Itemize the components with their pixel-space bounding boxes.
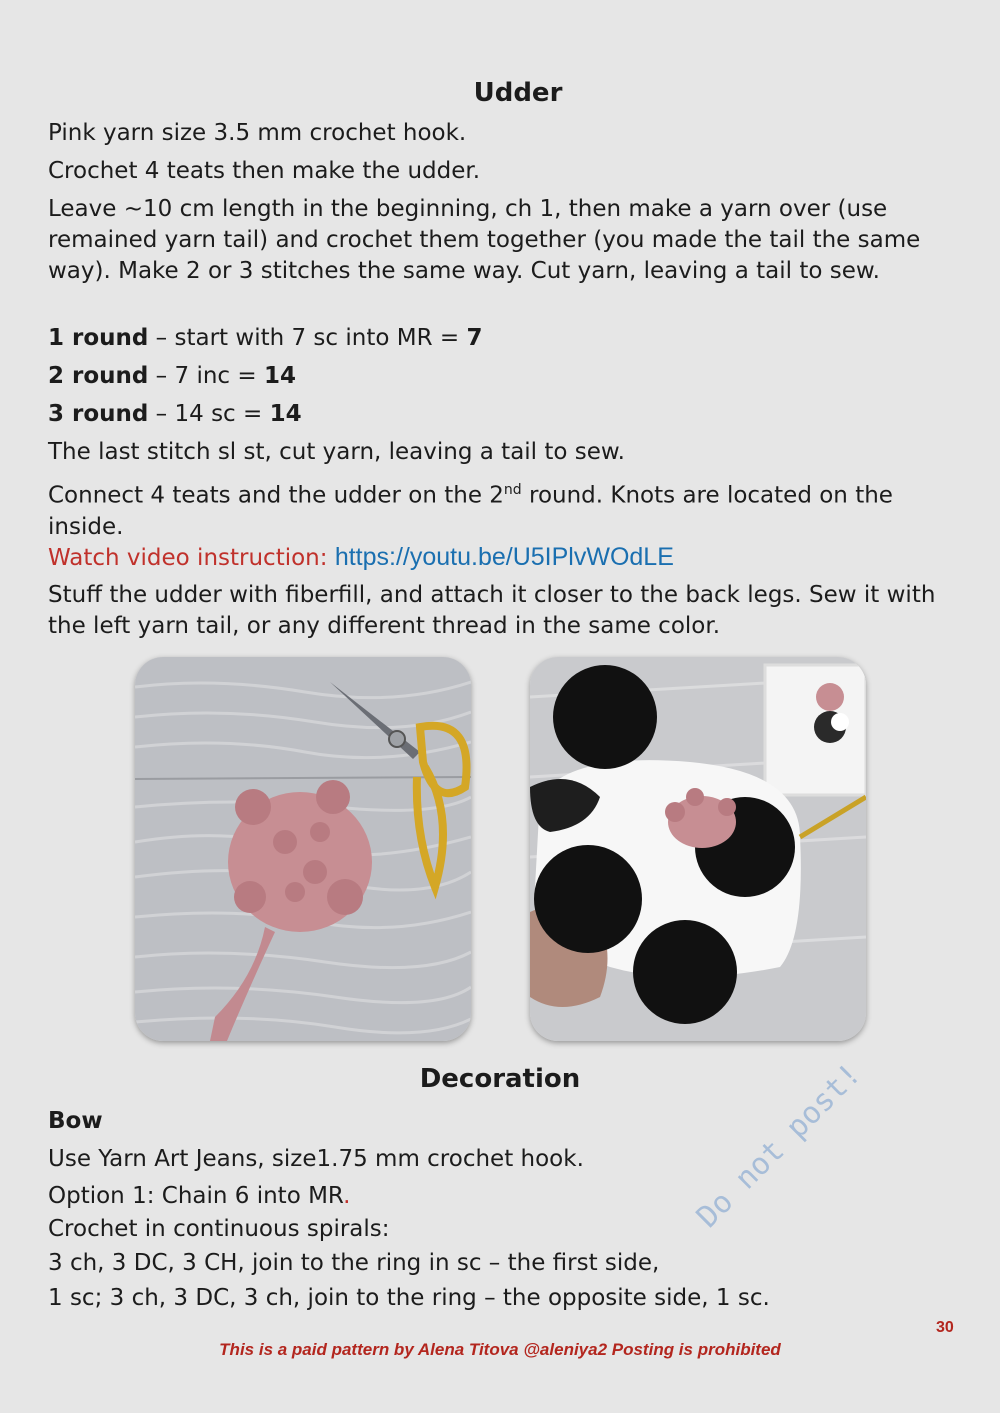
bow-line-opposite-side: 1 sc; 3 ch, 3 DC, 3 ch, join to the ring – the opposite side, 1 sc. [48, 1285, 770, 1311]
bow-line-spirals: Crochet in continuous spirals: [48, 1216, 390, 1242]
video-link[interactable]: https://youtu.be/U5IPlvWOdLE [334, 543, 674, 571]
round-3-label: 3 round [48, 401, 149, 427]
connect-text-a: Connect 4 teats and the udder on the 2 [48, 482, 504, 509]
udder-line-start: Leave ~10 cm length in the beginning, ch 1, then make a yarn over (use remained yarn tail) and crochet them together (you made the tail the same way). Make 2 or 3 stitches the same way. Cut yarn, leaving a tail to sew. [48, 196, 921, 284]
round-1 [48, 323, 948, 354]
udder-line-connect [48, 475, 948, 543]
bow-line-first-side: 3 ch, 3 DC, 3 CH, join to the ring in sc – the first side, [48, 1250, 660, 1276]
udder-line-stuff: Stuff the udder with fiberfill, and attach it closer to the back legs. Sew it with the left yarn tail, or any different thread in the same color. [48, 582, 936, 639]
udder-line-last-stitch: The last stitch sl st, cut yarn, leaving a tail to sew. [48, 439, 625, 465]
udder-line-yarn: Pink yarn size 3.5 mm crochet hook. [48, 120, 467, 146]
page-number: 30 [936, 1319, 954, 1336]
round-2-label: 2 round [48, 363, 149, 389]
bow-option-dot: . [343, 1183, 351, 1209]
decoration-title: Decoration [419, 1064, 581, 1094]
bow-title: Bow [48, 1108, 103, 1134]
round-1-text: – start with 7 sc into MR = [148, 325, 467, 351]
round-1-total: 7 [466, 325, 483, 351]
bow-line-option [48, 1181, 948, 1212]
round-2 [48, 361, 948, 392]
round-2-total: 14 [263, 363, 296, 389]
photo-cow-udder [530, 657, 866, 1041]
photo-udder-scissors [135, 657, 471, 1041]
round-3 [48, 399, 948, 430]
connect-sup: nd [503, 482, 522, 498]
udder-line-teats: Crochet 4 teats then make the udder. [48, 158, 481, 184]
video-label: Watch video instruction: [48, 545, 335, 571]
round-3-text: – 14 sc = [148, 401, 270, 427]
watermark: Do not post! [690, 1056, 869, 1235]
footer-notice: This is a paid pattern by Alena Titova @aleniya2 Posting is prohibited [219, 1340, 781, 1359]
round-3-total: 14 [269, 401, 302, 427]
bow-line-yarn: Use Yarn Art Jeans, size1.75 mm crochet hook. [48, 1146, 584, 1172]
connect-text-b: round. Knots are located on the inside. [48, 482, 893, 540]
video-line [48, 542, 948, 574]
round-2-text: – 7 inc = [148, 363, 264, 389]
round-1-label: 1 round [48, 325, 149, 351]
udder-title: Udder [473, 78, 563, 108]
bow-option-text: Option 1: Chain 6 into MR [48, 1183, 344, 1209]
